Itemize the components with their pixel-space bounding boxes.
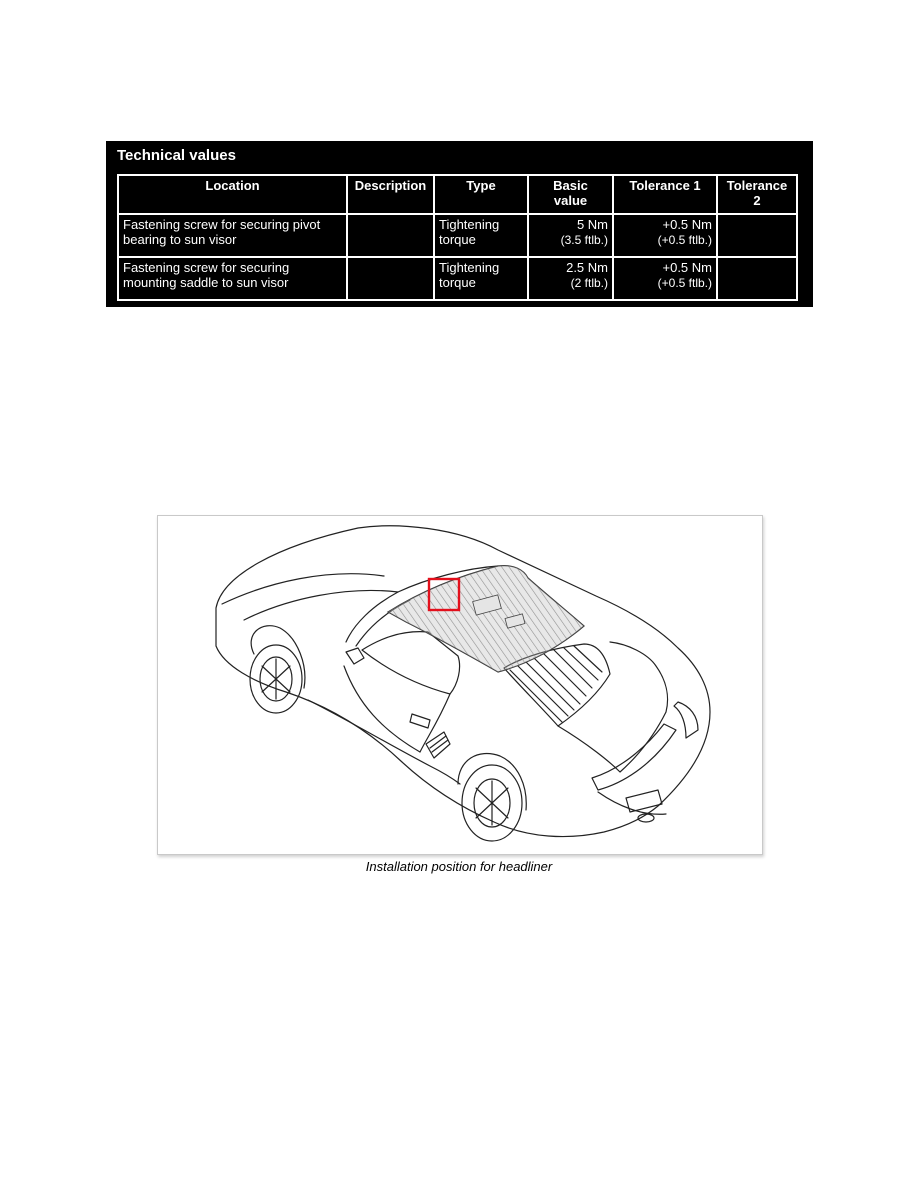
technical-values-table bbox=[117, 174, 798, 301]
technical-values-panel bbox=[106, 141, 813, 307]
cell-type: Tightening torque bbox=[434, 214, 528, 257]
side-mirror bbox=[346, 648, 364, 664]
rear-light bbox=[674, 702, 698, 738]
header-tolerance-2: Tolerance 2 bbox=[717, 175, 797, 214]
cell-type: Tightening torque bbox=[434, 257, 528, 300]
cell-tolerance-2 bbox=[717, 257, 797, 300]
door-handle bbox=[410, 714, 430, 728]
table-header-row bbox=[118, 175, 797, 214]
header-description: Description bbox=[347, 175, 434, 214]
cell-location: Fastening screw for securing mounting saddle to sun visor bbox=[118, 257, 347, 300]
rear-spoiler bbox=[592, 724, 676, 790]
cell-description bbox=[347, 214, 434, 257]
cell-location: Fastening screw for securing pivot bearing to sun visor bbox=[118, 214, 347, 257]
table-row bbox=[118, 257, 797, 300]
cell-description bbox=[347, 257, 434, 300]
cell-tolerance-2 bbox=[717, 214, 797, 257]
header-tolerance-1: Tolerance 1 bbox=[613, 175, 717, 214]
figure-caption: Installation position for headliner bbox=[365, 859, 553, 874]
headliner-installation-figure bbox=[157, 515, 763, 855]
car-line-drawing bbox=[158, 516, 762, 854]
technical-values-title: Technical values bbox=[117, 147, 236, 164]
header-location: Location bbox=[118, 175, 347, 214]
header-basic-value: Basic value bbox=[528, 175, 613, 214]
cell-basic-value: 5 Nm (3.5 ftlb.) bbox=[528, 214, 613, 257]
license-plate bbox=[626, 790, 662, 812]
cell-tolerance-1: +0.5 Nm (+0.5 ftlb.) bbox=[613, 214, 717, 257]
cell-tolerance-1: +0.5 Nm (+0.5 ftlb.) bbox=[613, 257, 717, 300]
header-type: Type bbox=[434, 175, 528, 214]
table-row bbox=[118, 214, 797, 257]
car-body-outline bbox=[216, 526, 710, 837]
rear-deck bbox=[558, 642, 668, 772]
cell-basic-value: 2.5 Nm (2 ftlb.) bbox=[528, 257, 613, 300]
